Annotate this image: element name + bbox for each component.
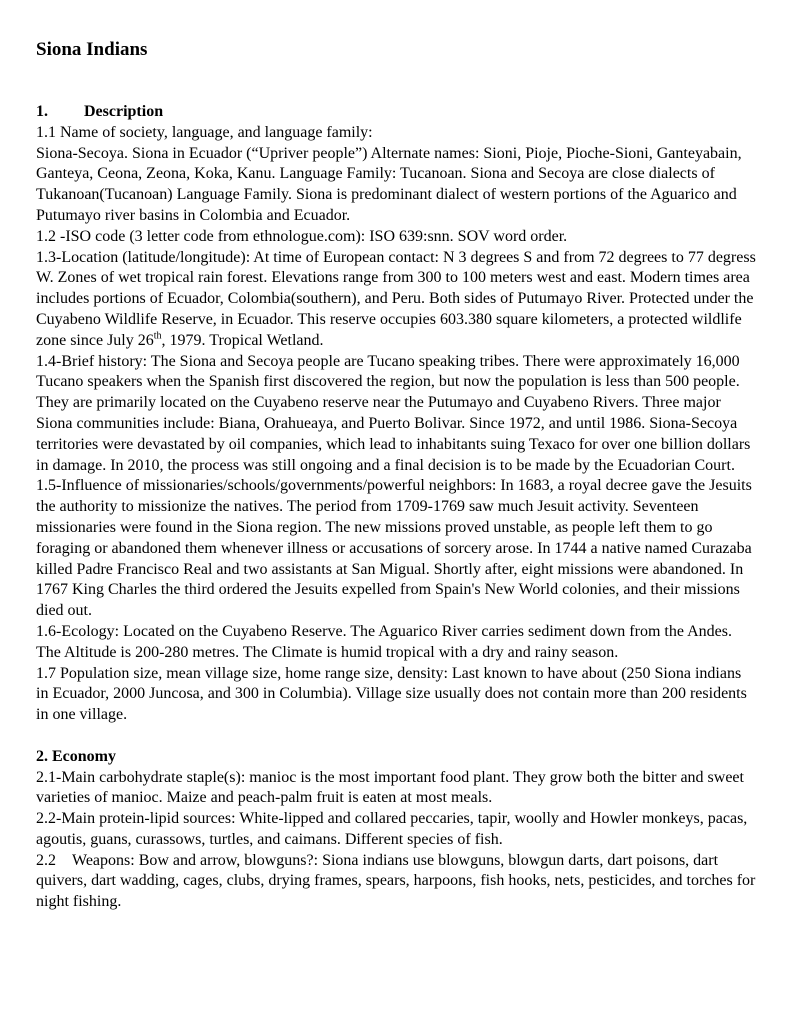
paragraph-2-1: 2.1-Main carbohydrate staple(s): manioc is the most important food plant. They grow both the bitter and sweet varieties of manioc. Maize and peach-palm fruit is eaten at most meals. bbox=[36, 768, 744, 807]
paragraph-1-4: 1.4-Brief history: The Siona and Secoya people are Tucano speaking tribes. There were approximately 16,000 Tucano speakers when the Spanish first discovered the region, but now the population is less than 500 people. They are primarily located on the Cuyabeno reserve near the Putumayo and Cuyabeno Rivers. Three major Siona communities include: Biana, Orahueaya, and Puerto Bolivar. Since 1972, and until 1986. Siona-Secoya territories were devastated by oil companies, which lead to inhabitants suing Texaco for over one billion dollars in damage. In 2010, the process was still ongoing and a final decision is to be made by the Ecuadorian Court. bbox=[36, 352, 751, 474]
paragraph-1-1: Siona-Secoya. Siona in Ecuador (“Upriver people”) Alternate names: Sioni, Pioje, Pioche-Sioni, Ganteyabain, Ganteya, Ceona, Zeona, Koka, Kanu. Language Family: Tucanoan. Siona and Secoya are close dialects of Tukanoan(Tucanoan) Language Family. Siona is predominant dialect of western portions of the Aguarico and Putumayo river basins in Colombia and Ecuador. bbox=[36, 144, 742, 224]
paragraph-2-2b-number: 2.2 bbox=[36, 851, 56, 869]
paragraph-1-6: 1.6-Ecology: Located on the Cuyabeno Reserve. The Aguarico River carries sediment down from the Andes. The Altitude is 200-280 metres. The Climate is humid tropical with a dry and rainy season. bbox=[36, 622, 732, 661]
paragraph-1-1-label: 1.1 Name of society, language, and language family: bbox=[36, 123, 373, 141]
paragraph-1-3 bbox=[36, 248, 756, 352]
document-body bbox=[36, 102, 756, 913]
paragraph-2-2b-text: Weapons: Bow and arrow, blowguns?: Siona indians use blowguns, blowgun darts, dart poisons, dart quivers, dart wadding, cages, clubs, drying frames, spears, harpoons, fish hooks, nets, pesticides, and torches for night fishing. bbox=[36, 851, 756, 911]
section-1-title: Description bbox=[84, 103, 164, 120]
paragraph-1-3-text: 1.3-Location (latitude/longitude): At time of European contact: N 3 degrees S and from 72 degrees to 77 degress W. Zones of wet tropical rain forest. Elevations range from 300 to 100 meters west and east. Modern times area includes portions of Ecuador, Colombia(southern), and Peru. Both sides of Putumayo River. Protected under the Cuyabeno Wildlife Reserve, in Ecuador. This reserve occupies 603.380 square kilometers, a protected wildlife zone since July 26 bbox=[36, 248, 756, 349]
section-2-heading: 2. Economy bbox=[36, 747, 116, 765]
section-1-number: 1. bbox=[36, 103, 48, 120]
document-title: Siona Indians bbox=[36, 39, 148, 60]
paragraph-1-7: 1.7 Population size, mean village size, home range size, density: Last known to have about (250 Siona indians in Ecuador, 2000 Juncosa, and 300 in Columbia). Village size usually does not contain more than 200 residents in one village. bbox=[36, 664, 747, 724]
paragraph-1-5: 1.5-Influence of missionaries/schools/governments/powerful neighbors: In 1683, a royal decree gave the Jesuits the authority to missionize the natives. The period from 1709-1769 saw much Jesuit activity. Seventeen missionaries were found in the Siona region. The new missions proved unstable, as people left them to go foraging or abandoned them whenever illness or accusations of sorcery arose. In 1744 a native named Curazaba killed Padre Francisco Real and two assistants at San Migual. Shortly after, eight missions were abandoned. In 1767 King Charles the third ordered the Jesuits expelled from Spain's New World colonies, and their missions died out. bbox=[36, 477, 752, 620]
paragraph-2-2b bbox=[36, 851, 756, 913]
paragraph-1-3-superscript: th bbox=[153, 330, 162, 342]
paragraph-1-2: 1.2 -ISO code (3 letter code from ethnologue.com): ISO 639:snn. SOV word order. bbox=[36, 227, 568, 245]
paragraph-2-2a: 2.2-Main protein-lipid sources: White-lipped and collared peccaries, tapir, woolly and Howler monkeys, pacas, agoutis, guans, curassows, turtles, and caimans. Different species of fish. bbox=[36, 810, 748, 848]
section-1-heading bbox=[36, 102, 756, 123]
spacer bbox=[36, 726, 756, 747]
paragraph-1-3-tail: , 1979. Tropical Wetland. bbox=[161, 331, 324, 349]
